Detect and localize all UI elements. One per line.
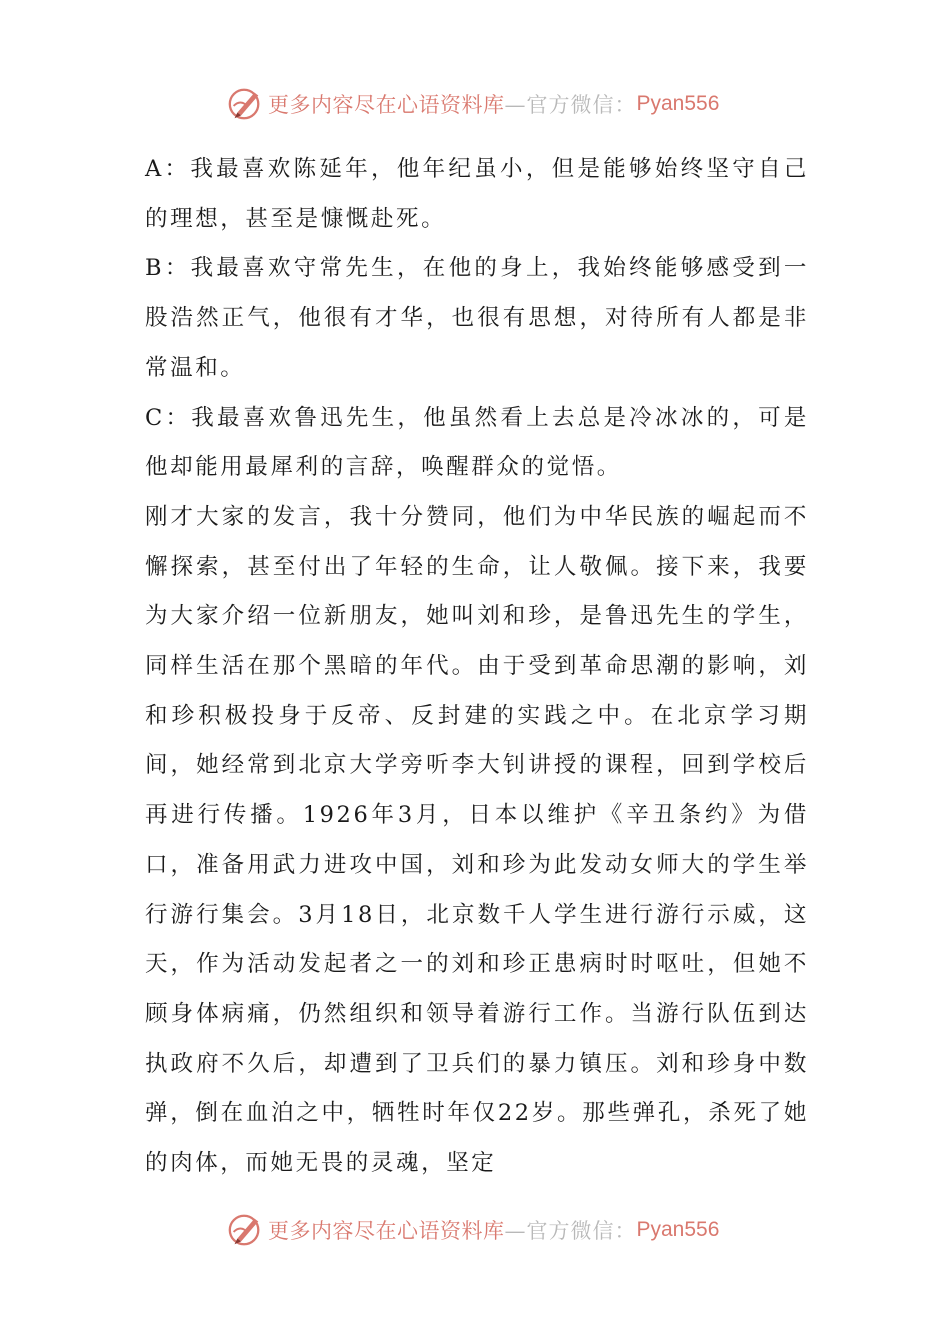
watermark-main-text: 更多内容尽在心语资料库 (268, 1219, 505, 1243)
header-watermark (226, 84, 719, 124)
answer-a-paragraph: A：我最喜欢陈延年，他年纪虽小，但是能够始终坚守自己的理想，甚至是慷慨赴死。 (145, 156, 809, 232)
watermark-main-text: 更多内容尽在心语资料库 (268, 93, 505, 117)
footer-watermark (226, 1210, 719, 1250)
answer-b-paragraph: B：我最喜欢守常先生，在他的身上，我始终能够感受到一股浩然正气，他很有才华，也很有思想，对待所有人都是非常温和。 (145, 255, 809, 381)
narrative-paragraph: 刚才大家的发言，我十分赞同，他们为中华民族的崛起而不懈探索，甚至付出了年轻的生命，让人敬佩。接下来，我要为大家介绍一位新朋友，她叫刘和珍，是鲁迅先生的学生，同样生活在那个黑暗的年代。由于受到革命思潮的影响，刘和珍积极投身于反帝、反封建的实践之中。在北京学习期间，她经常到北京大学旁听李大钊讲授的课程，回到学校后再进行传播。1926年3月，日本以维护《辛丑条约》为借口，准备用武力进攻中国，刘和珍为此发动女师大的学生举行游行集会。3月18日，北京数千人学生进行游行示威，这天，作为活动发起者之一的刘和珍正患病时时呕吐，但她不顾身体病痛，仍然组织和领导着游行工作。当游行队伍到达执政府不久后，却遭到了卫兵们的暴力镇压。刘和珍身中数弹，倒在血泊之中，牺牲时年仅22岁。那些弹孔，杀死了她的肉体，而她无畏的灵魂，坚定 (145, 503, 809, 1177)
answer-c-paragraph: C：我最喜欢鲁迅先生，他虽然看上去总是冷冰冰的，可是他却能用最犀利的言辞，唤醒群众的觉悟。 (145, 404, 809, 481)
pen-logo-icon (226, 1211, 264, 1249)
document-body (145, 145, 809, 1189)
pen-logo-icon (226, 85, 264, 123)
watermark-wechat-id: Pyan556 (636, 92, 720, 115)
watermark-wechat-id: Pyan556 (636, 1218, 720, 1241)
watermark-official-label: —官方微信： (504, 1219, 637, 1243)
watermark-official-label: —官方微信： (504, 93, 637, 117)
